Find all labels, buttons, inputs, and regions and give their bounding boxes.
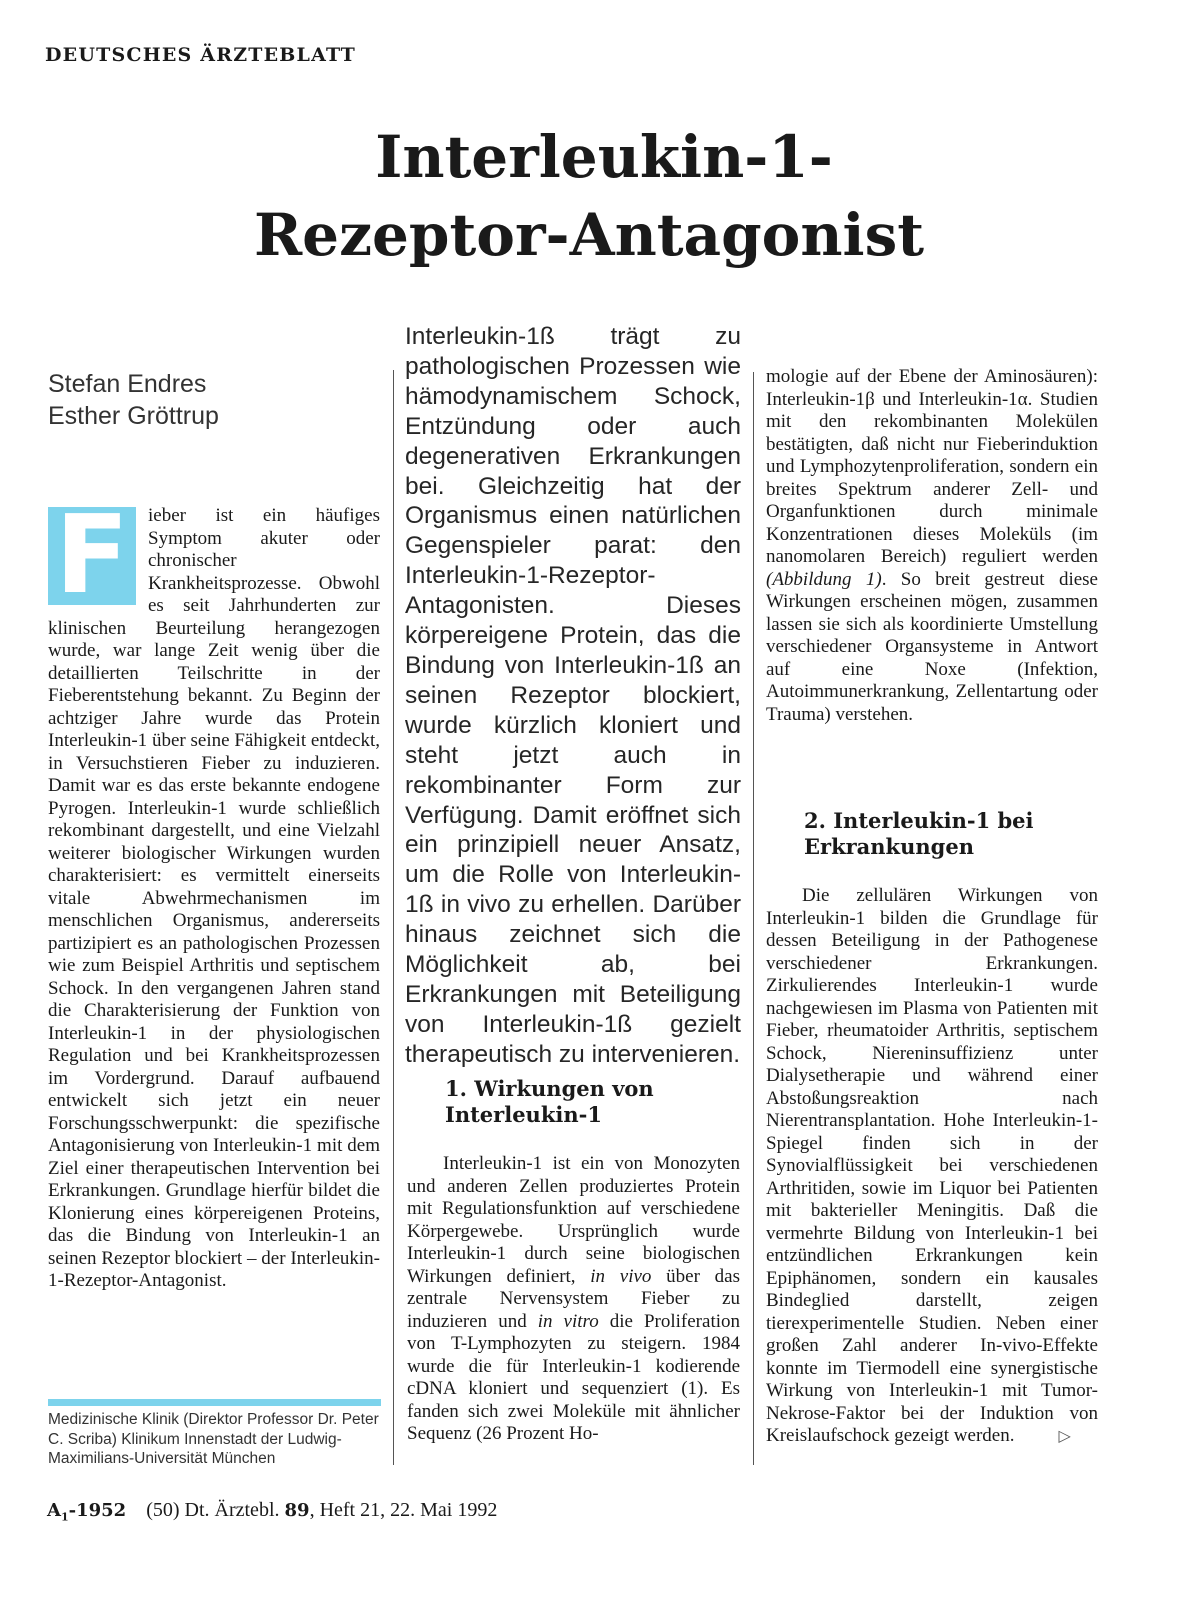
title-line-2: Rezeptor-Antagonist (253, 201, 925, 269)
author-list (48, 368, 219, 432)
section-1-paragraph (407, 1153, 740, 1446)
section-1-text: über das zentrale Nervensystem Fieber zu induzieren und (407, 1265, 740, 1332)
section-1-continuation (766, 366, 1098, 726)
page-number-sub: 1 (60, 1510, 69, 1524)
title-line-1: Interleukin-1- (375, 123, 833, 191)
article-title (0, 118, 1178, 274)
drop-cap: F (48, 507, 136, 605)
author-name: Stefan Endres (48, 370, 207, 398)
citation-text: (50) Dt. Ärztebl. (146, 1499, 285, 1521)
page-number-prefix: A (47, 1500, 61, 1521)
lead-paragraph: Interleukin-1ß trägt zu pathologischen Prozessen wie hämodynamischem Schock, Entzündung oder auch degenerativen Erkrankungen bei. Gleichzeitig hat der Organismus einen natürlichen Gegenspieler parat: den Interleukin-1-Rezeptor-Antagonisten. Dieses körpereigene Protein, das die Bindung von Interleukin-1ß an seinen Rezeptor blockiert, wurde kürzlich kloniert und steht jetzt auch in rekombinanter Form zur Verfügung. Damit eröffnet sich ein prinzipiell neuer Ansatz, um die Rolle von Interleukin-1ß in vivo zu erhellen. Darüber hinaus zeichnet sich die Möglichkeit ab, bei Erkrankungen mit Beteiligung von Interleukin-1ß gezielt therapeutisch zu intervenieren. (405, 323, 741, 1068)
section-1-text: mologie auf der Ebene der Aminosäuren): Interleukin-1β und Interleukin-1α. Studien mit den rekombinanten Molekülen bestätigten, daß nicht nur Fieberinduktion und Lymphozytenproliferation, sondern ein breites Spektrum anderer Zell- und Organfunktionen durch minimale Konzentrationen dieses Moleküls (im nanomolaren Bereich) reguliert werden (766, 366, 1098, 567)
section-2-heading: 2. Interleukin-1 bei Erkrankungen (804, 808, 1034, 859)
figure-reference: (Abbildung 1) (766, 568, 882, 590)
emphasis-text: in vitro (537, 1310, 599, 1332)
intro-column (48, 493, 380, 1293)
section-2-text: Die zellulären Wirkungen von Interleukin-1 bilden die Grundlage für dessen Beteiligung in der Pathogenese verschiedener Erkrankungen. Zirkulierendes Interleukin-1 wurde nachgewiesen im Plasma von Patienten mit Fieber, rheumatoider Arthritis, septischem Schock, Niereninsuffizienz unter Dialysetherapie und während einer Abstoßungsreaktion nach Nierentransplantation. Hohe Interleukin-1-Spiegel finden sich in der Synovialflüssigkeit bei verschiedenen Arthritiden, sowie im Liquor bei Patienten mit bakterieller Meningitis. Daß die vermehrte Bildung von Interleukin-1 bei entzündlichen Erkrankungen kein Epiphänomen, sondern ein kausales Bindeglied darstellt, zeigen tierexperimentelle Studien. Neben einer großen Zahl anderer In-vivo-Effekte konnte im Tiermodell eine synergistische Wirkung von Interleukin-1 mit Tumor-Nekrose-Faktor bei der Induktion von Kreislaufschock gezeigt werden. (766, 885, 1098, 1446)
intro-paragraph: ieber ist ein häufiges Symptom akuter oder chronischer Krankheitsprozesse. Obwohl es seit Jahrhunderten zur klinischen Beurteilung herangezogen wurde, war lange Zeit wenig über die detaillierten Teilschritte in der Fieberentstehung bekannt. Zu Beginn der achtziger Jahre wurde das Protein Interleukin-1 über seine Fähigkeit entdeckt, in Versuchstieren Fieber zu induzieren. Damit war es das erste bekannte endogene Pyrogen. Interleukin-1 wurde schließlich rekombinant dargestellt, und eine Vielzahl weiterer biologischer Wirkungen wurden charakterisiert: es vermittelt einerseits vitale Abwehrmechanismen im menschlichen Organismus, andererseits partizipiert es an pathologischen Prozessen wie zum Beispiel Arthritis und septischem Schock. In den vergangenen Jahren stand die Charakterisierung der Funktion von Interleukin-1 in der physiologischen Regulation und bei Krankheitsprozessen im Vordergrund. Darauf aufbauend entwickelt sich jetzt ein neuer Forschungsschwerpunkt: die spezifische Antagonisierung von Interleukin-1 mit dem Ziel einer therapeutischen Intervention bei Erkrankungen. Grundlage hierfür bildet die Klonierung eines körpereigenen Proteins, das die Bindung von Interleukin-1 an seinen Rezeptor blockiert – der Interleukin-1-Rezeptor-Antagonist. (48, 505, 380, 1291)
column-rule (753, 372, 754, 1465)
section-2-paragraph (766, 885, 1098, 1449)
masthead: DEUTSCHES ÄRZTEBLATT (45, 44, 357, 66)
section-1-heading: 1. Wirkungen von Interleukin-1 (445, 1076, 654, 1127)
volume-number: 89 (284, 1500, 310, 1521)
affiliation-divider (48, 1399, 381, 1406)
author-affiliation: Medizinische Klinik (Direktor Professor Dr. Peter C. Scriba) Klinikum Innenstadt der Ludwig-Maximilians-Universität München (48, 1411, 379, 1467)
section-1-text: . So breit gestreut diese Wirkungen erscheinen mögen, zusammen lassen sie sich als koordinierte Umstellung verschiedener Organsysteme in Antwort auf eine Noxe (Infektion, Autoimmunerkrankung, Zellentartung oder Trauma) verstehen. (766, 568, 1098, 725)
section-1-text: Interleukin-1 ist ein von Monozyten und anderen Zellen produziertes Protein mit Regulationsfunktion auf verschiedene Körpergewebe. Ursprünglich wurde Interleukin-1 durch seine biologischen Wirkungen definiert, (407, 1153, 740, 1287)
section-1-text: die Proliferation von T-Lymphozyten zu steigern. 1984 wurde die für Interleukin-1 kodierende cDNA kloniert und sequenziert (1). Es fanden sich zwei Moleküle mit ähnlicher Sequenz (26 Prozent Ho- (407, 1310, 740, 1444)
column-rule (393, 370, 394, 1465)
page-number: -1952 (68, 1500, 127, 1521)
author-name: Esther Gröttrup (48, 402, 219, 430)
emphasis-text: in vivo (590, 1265, 652, 1287)
citation-text: , Heft 21, 22. Mai 1992 (309, 1499, 498, 1521)
continue-arrow-icon: ▷ (1058, 1428, 1071, 1445)
page-footer (47, 1499, 497, 1524)
